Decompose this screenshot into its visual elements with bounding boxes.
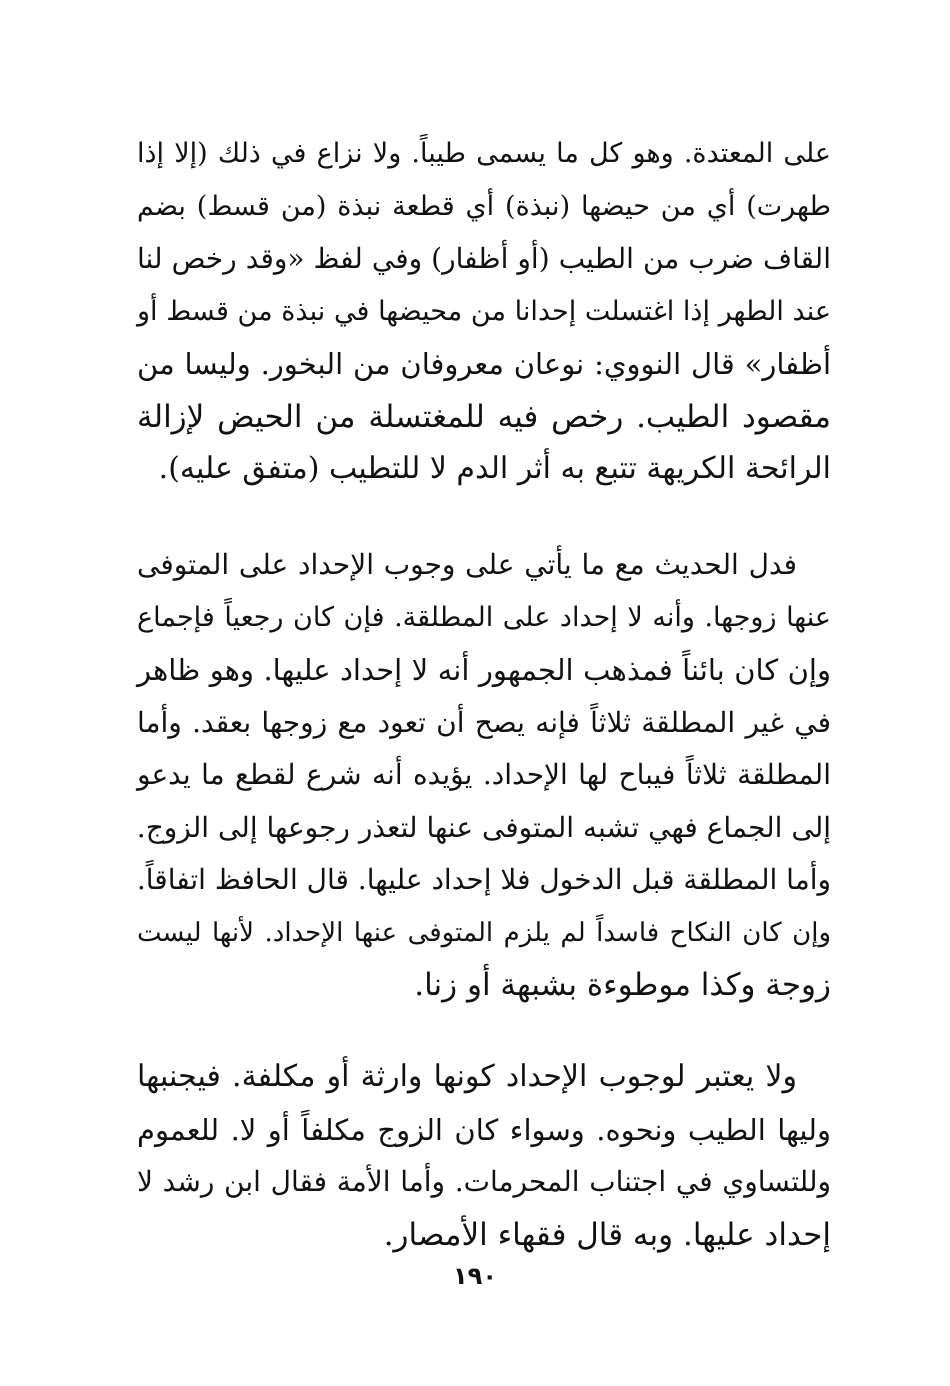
paragraph-3 xyxy=(137,1051,831,1261)
text-line: زوجة وكذا موطوءة بشبهة أو زنا. xyxy=(414,967,831,1003)
text-line: عند الطهر إذا اغتسلت إحدانا من محيضها في نبذة من قسط أو xyxy=(137,295,831,327)
paragraph-2 xyxy=(137,539,831,1012)
text-line: المطلقة ثلاثاً فيباح لها الإحداد. يؤيده أنه شرع لقطع ما يدعو xyxy=(137,758,831,791)
text-line: أظفار» قال النووي: نوعان معروفان من البخور. وليسا من xyxy=(137,347,831,381)
text-line: إلى الجماع فهي تشبه المتوفى عنها لتعذر رجوعها إلى الزوج. xyxy=(136,810,831,844)
text-line: فدل الحديث مع ما يأتي على وجوب الإحداد على المتوفى xyxy=(137,548,798,581)
text-line: وللتساوي في اجتناب المحرمات. وأما الأمة فقال ابن رشد لا xyxy=(137,1165,831,1198)
text-line: ولا يعتبر لوجوب الإحداد كونها وارثة أو مكلفة. فيجنبها xyxy=(137,1059,797,1094)
text-line: في غير المطلقة ثلاثاً فإنه يصح أن تعود مع زوجها بعقد. وأما xyxy=(137,705,831,739)
text-line: القاف ضرب من الطيب (أو أظفار) وفي لفظ «وقد رخص لنا xyxy=(137,242,831,275)
text-line: مقصود الطيب. رخص فيه للمغتسلة من الحيض لإزالة xyxy=(137,398,831,435)
text-line: وليها الطيب ونحوه. وسواء كان الزوج مكلفاً أو لا. للعموم xyxy=(137,1112,831,1147)
text-line: إحداد عليها. وبه قال فقهاء الأمصار. xyxy=(383,1216,831,1253)
text-line: طهرت) أي من حيضها (نبذة) أي قطعة نبذة (من قسط) بضم xyxy=(137,190,831,222)
text-line: وإن كان النكاح فاسداً لم يلزم المتوفى عنها الإحداد. لأنها ليست xyxy=(137,917,831,948)
paragraph-1 xyxy=(137,128,831,496)
text-line: الرائحة الكريهة تتبع به أثر الدم لا للتطيب (متفق عليه). xyxy=(158,451,831,486)
text-line: عنها زوجها. وأنه لا إحداد على المطلقة. فإن كان رجعياً فإجماع xyxy=(137,601,831,633)
text-line: وإن كان بائناً فمذهب الجمهور أنه لا إحداد عليها. وهو ظاهر xyxy=(137,653,831,687)
page-number: ١٩٠ xyxy=(453,1262,497,1290)
text-line: وأما المطلقة قبل الدخول فلا إحداد عليها. قال الحافظ اتفاقاً. xyxy=(136,863,831,896)
text-line: على المعتدة. وهو كل ما يسمى طيباً. ولا نزاع في ذلك (إلا إذا xyxy=(137,138,831,169)
